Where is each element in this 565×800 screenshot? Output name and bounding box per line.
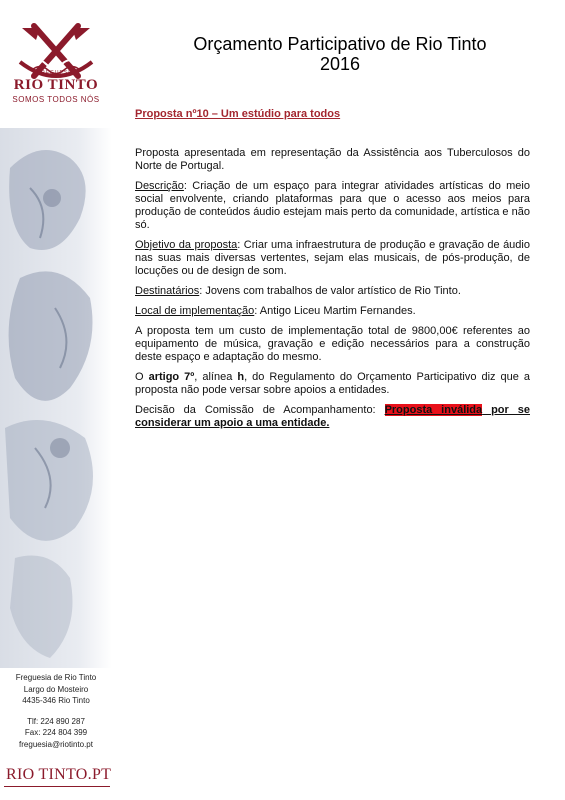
- artigo-pre: O: [135, 371, 149, 383]
- local-text: : Antigo Liceu Martim Fernandes.: [254, 305, 416, 317]
- descricao-text: : Criação de um espaço para integrar atividades artísticas do meio social envolvente, criando plataformas para que o acesso aos meios para produção de conteúdos áudio estejam mais perto da comunidade, artística e não só.: [135, 180, 530, 231]
- decisao-label: Decisão da Comissão de Acompanhamento:: [135, 404, 385, 416]
- destinatarios-paragraph: [135, 285, 530, 298]
- sidebar: [0, 0, 112, 800]
- decisao-paragraph: [135, 404, 530, 430]
- footer-website[interactable]: RIO TINTO.PT: [6, 766, 112, 783]
- descricao-label: Descrição: [135, 180, 184, 192]
- objetivo-paragraph: [135, 239, 530, 278]
- email-address[interactable]: freguesia@riotinto.pt: [19, 739, 93, 749]
- objetivo-text: : Criar uma infraestrutura de produção e gravação de áudio nas suas mais diversas vertentes, sejam elas musicais, de pós-produção, de locuções ou de design de som.: [135, 239, 530, 277]
- page-title-line-2: 2016: [319, 54, 361, 74]
- destinatarios-label: Destinatários: [135, 285, 200, 297]
- footer-divider: [4, 786, 110, 787]
- artigo-bold: artigo 7º: [148, 371, 195, 383]
- local-label: Local de implementação: [135, 305, 255, 317]
- page-title-line-1: Orçamento Participativo de Rio Tinto: [193, 34, 487, 54]
- artigo-paragraph: [135, 371, 530, 397]
- decisao-reason: por se considerar um apoio a uma entidade.: [135, 404, 530, 429]
- descricao-paragraph: [135, 180, 530, 232]
- invalid-status-badge: Proposta inválida: [384, 404, 483, 416]
- page-title: [130, 34, 550, 74]
- fax-number: Fax: 224 804 399: [24, 728, 88, 737]
- phone-number: Tlf: 224 890 287: [27, 716, 85, 726]
- proposal-intro: Proposta apresentada em representação da Assistência aos Tuberculosos do Norte de Portugal.: [135, 147, 530, 172]
- address-line: 4435-346 Rio Tinto: [22, 696, 90, 705]
- proposal-body: [135, 108, 530, 437]
- destinatarios-text: : Jovens com trabalhos de valor artístico de Rio Tinto.: [199, 285, 461, 297]
- logo-freguesia-label: FREGUESIA: [37, 70, 75, 76]
- proposal-title: Proposta nº10 – Um estúdio para todos: [135, 108, 341, 120]
- address-line: Freguesia de Rio Tinto: [15, 673, 97, 682]
- local-paragraph: [135, 305, 530, 318]
- alinea-bold: h: [237, 371, 245, 383]
- custo-paragraph: A proposta tem um custo de implementação total de 9800,00€ referentes ao equipamento de música, gravação e edição necessários para a construção deste espaço e adaptação do mesmo.: [135, 325, 530, 363]
- objetivo-label: Objetivo da proposta: [135, 239, 238, 251]
- address-line: Largo do Mosteiro: [23, 684, 89, 694]
- contact-address: [0, 672, 112, 750]
- artigo-post: , do Regulamento do Orçamento Participativo diz que a proposta não pode versar sobre apoios a entidades.: [135, 371, 531, 396]
- logo-slogan: SOMOS TODOS NÓS: [12, 95, 100, 104]
- logo-name: RIO TINTO: [13, 77, 99, 93]
- tile-artwork-image: [0, 128, 112, 668]
- artigo-mid: , alínea: [194, 371, 238, 383]
